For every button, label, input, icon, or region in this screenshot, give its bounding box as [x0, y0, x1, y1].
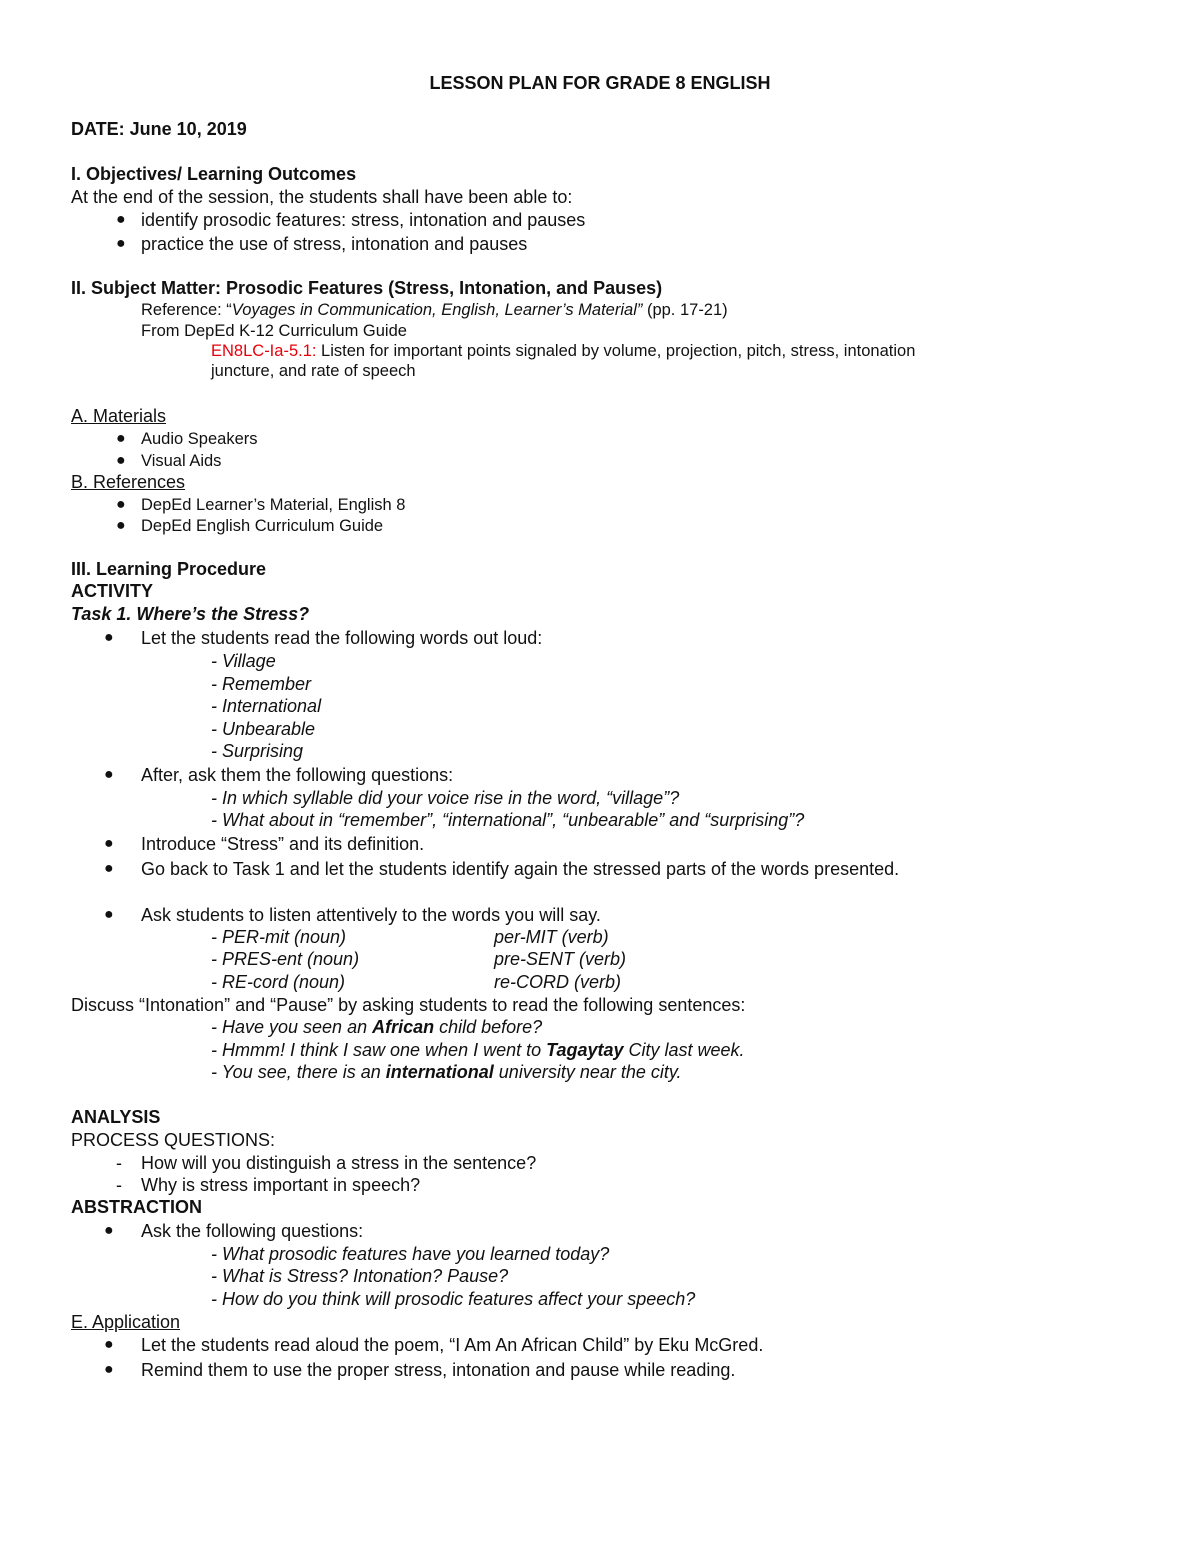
- bullet-icon: ●: [116, 430, 126, 447]
- abstraction-instruction: Ask the following questions:: [141, 1221, 364, 1241]
- bullet-icon: ●: [116, 496, 126, 513]
- objectives-heading: I. Objectives/ Learning Outcomes: [71, 164, 357, 184]
- listen-instruction: Ask students to listen attentively to the words you will say.: [141, 905, 601, 925]
- curriculum-source: From DepEd K-12 Curriculum Guide: [141, 322, 407, 340]
- bullet-icon: ●: [104, 1361, 114, 1378]
- discuss-instruction: Discuss “Intonation” and “Pause” by asking students to read the following sentences:: [71, 995, 746, 1015]
- word-item: - Unbearable: [211, 719, 316, 739]
- reference-item: DepEd English Curriculum Guide: [141, 517, 384, 535]
- process-question-item: How will you distinguish a stress in the sentence?: [141, 1153, 537, 1173]
- bullet-icon: ●: [104, 766, 114, 783]
- bullet-icon: ●: [116, 211, 126, 228]
- verb-form: re-CORD (verb): [494, 972, 622, 992]
- analysis-heading: ANALYSIS: [71, 1107, 161, 1127]
- abstraction-question: - What prosodic features have you learned today?: [211, 1244, 610, 1264]
- dash-marker: -: [116, 1175, 122, 1195]
- reference-title: Voyages in Communication, English, Learner’s Material”: [231, 301, 643, 319]
- go-back-instruction: Go back to Task 1 and let the students identify again the stressed parts of the words presented.: [141, 859, 900, 879]
- process-questions-heading: PROCESS QUESTIONS:: [71, 1130, 276, 1150]
- competency-line-1: [211, 340, 915, 362]
- reference-prefix: Reference: “: [141, 301, 232, 319]
- subject-matter-heading: II. Subject Matter: Prosodic Features (Stress, Intonation, and Pauses): [71, 278, 663, 298]
- competency-text: Listen for important points signaled by volume, projection, pitch, stress, intonation: [316, 342, 916, 360]
- materials-heading: A. Materials: [71, 406, 167, 426]
- bullet-icon: ●: [104, 860, 114, 877]
- bullet-icon: ●: [104, 835, 114, 852]
- references-heading: B. References: [71, 472, 186, 492]
- objective-item: practice the use of stress, intonation and pauses: [141, 234, 528, 254]
- competency-code: EN8LC-Ia-5.1:: [211, 342, 317, 360]
- sentence-item: - Hmmm! I think I saw one when I went to Tagaytay City last week.: [211, 1040, 745, 1060]
- objectives-intro: At the end of the session, the students shall have been able to:: [71, 187, 573, 207]
- noun-form: - PER-mit (noun): [211, 927, 347, 947]
- noun-form: - PRES-ent (noun): [211, 949, 360, 969]
- noun-form: - RE-cord (noun): [211, 972, 346, 992]
- bullet-icon: ●: [116, 235, 126, 252]
- bullet-icon: ●: [104, 1222, 114, 1239]
- abstraction-question: - What is Stress? Intonation? Pause?: [211, 1266, 509, 1286]
- application-item: Remind them to use the proper stress, intonation and pause while reading.: [141, 1360, 736, 1380]
- subject-reference: [141, 299, 728, 321]
- verb-form: pre-SENT (verb): [494, 949, 627, 969]
- bullet-icon: ●: [104, 1336, 114, 1353]
- application-heading: E. Application: [71, 1312, 181, 1332]
- task1-heading: Task 1. Where’s the Stress?: [71, 604, 310, 624]
- dash-marker: -: [116, 1153, 122, 1173]
- material-item: Audio Speakers: [141, 430, 258, 448]
- reference-item: DepEd Learner’s Material, English 8: [141, 496, 406, 514]
- reference-pages: (pp. 17-21): [642, 301, 728, 319]
- abstraction-question: - How do you think will prosodic features affect your speech?: [211, 1289, 696, 1309]
- introduce-instruction: Introduce “Stress” and its definition.: [141, 834, 425, 854]
- bullet-icon: ●: [104, 906, 114, 923]
- verb-form: per-MIT (verb): [494, 927, 609, 947]
- word-item: - Surprising: [211, 741, 304, 761]
- word-item: - Remember: [211, 674, 312, 694]
- bullet-icon: ●: [116, 517, 126, 534]
- after-instruction: After, ask them the following questions:: [141, 765, 454, 785]
- question-item: - In which syllable did your voice rise in the word, “village”?: [211, 788, 680, 808]
- question-item: - What about in “remember”, “international”, “unbearable” and “surprising”?: [211, 810, 805, 830]
- read-words-instruction: Let the students read the following words out loud:: [141, 628, 543, 648]
- objective-item: identify prosodic features: stress, intonation and pauses: [141, 210, 586, 230]
- sentence-item: - Have you seen an African child before?: [211, 1017, 543, 1037]
- word-item: - International: [211, 696, 322, 716]
- lesson-date: DATE: June 10, 2019: [71, 119, 247, 139]
- process-question-item: Why is stress important in speech?: [141, 1175, 421, 1195]
- procedure-heading: III. Learning Procedure: [71, 559, 267, 579]
- abstraction-heading: ABSTRACTION: [71, 1197, 202, 1217]
- bullet-icon: ●: [104, 629, 114, 646]
- bullet-icon: ●: [116, 452, 126, 469]
- word-item: - Village: [211, 651, 276, 671]
- activity-heading: ACTIVITY: [71, 581, 154, 601]
- document-title: LESSON PLAN FOR GRADE 8 ENGLISH: [429, 73, 771, 93]
- sentence-item: - You see, there is an international university near the city.: [211, 1062, 682, 1082]
- competency-line-2: juncture, and rate of speech: [211, 362, 416, 380]
- application-item: Let the students read aloud the poem, “I Am An African Child” by Eku McGred.: [141, 1335, 764, 1355]
- material-item: Visual Aids: [141, 452, 222, 470]
